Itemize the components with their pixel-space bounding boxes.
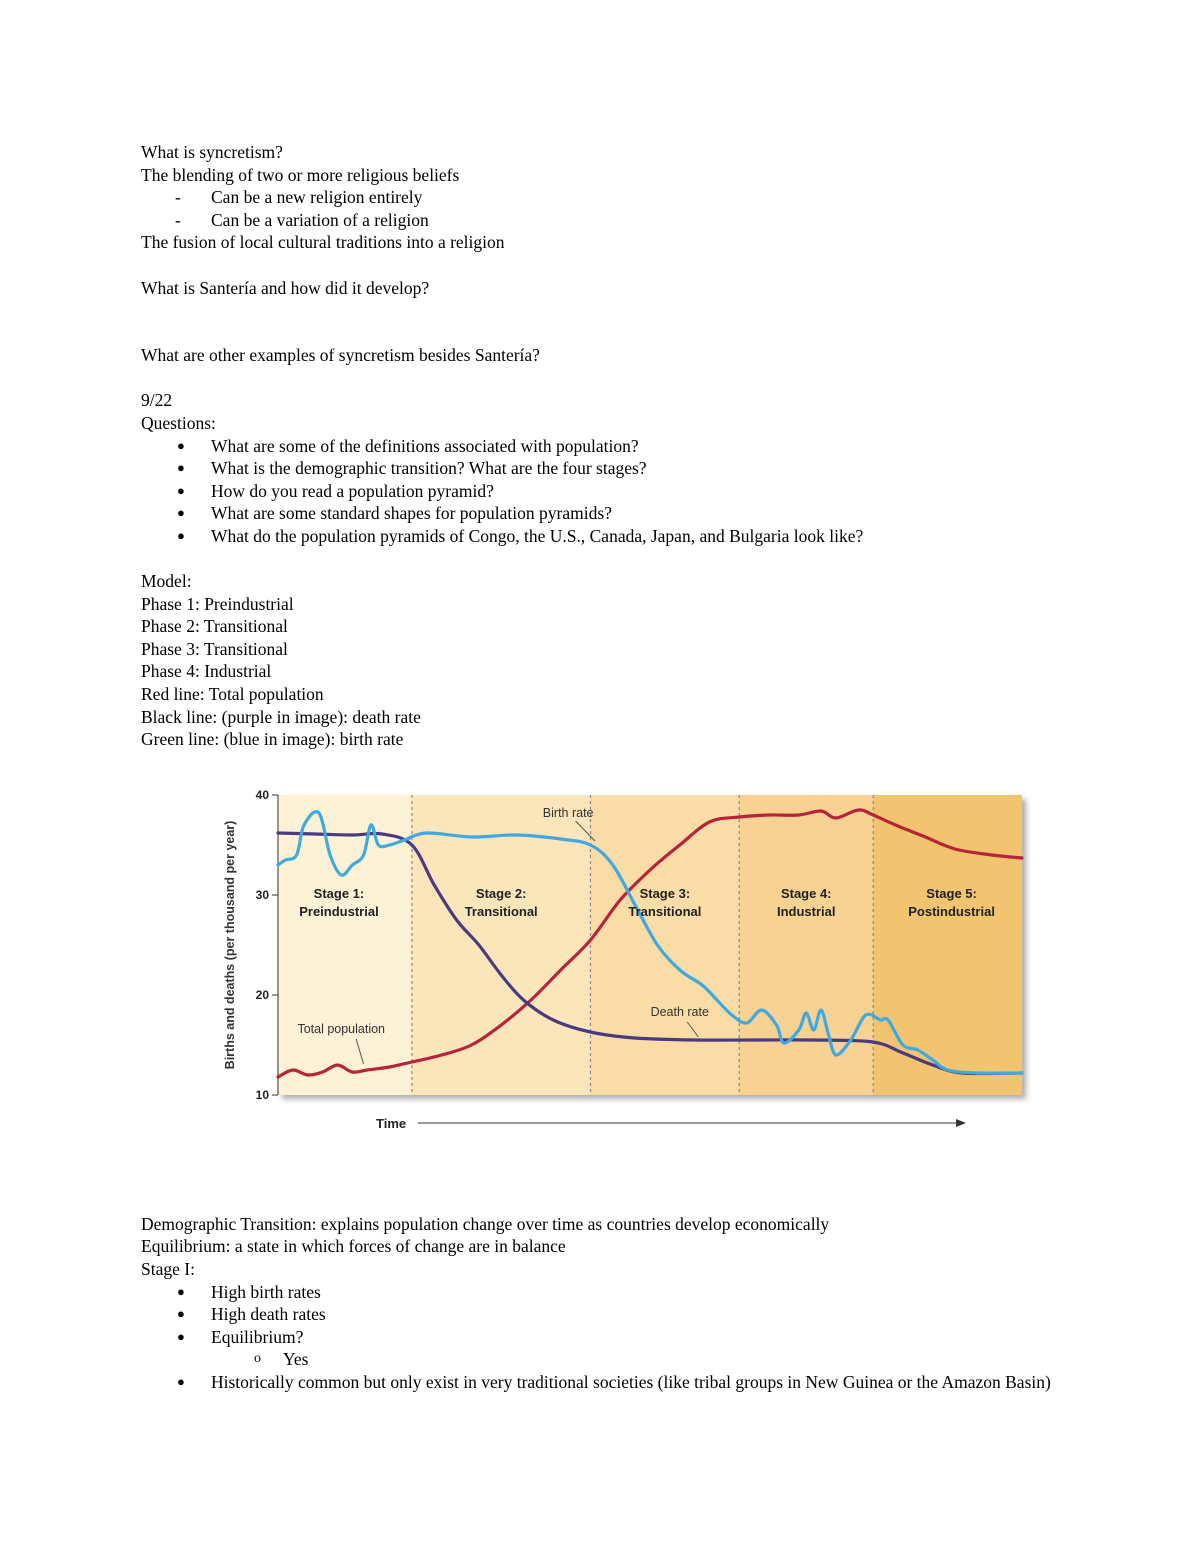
bullet-marker: ● bbox=[177, 437, 185, 453]
list-item: - Can be a new religion entirely bbox=[175, 187, 423, 208]
model-line: Phase 1: Preindustrial bbox=[141, 593, 294, 614]
birth-rate-label: Birth rate bbox=[542, 805, 594, 820]
list-item: - Can be a variation of a religion bbox=[175, 209, 429, 230]
stage-sublabel: Industrial bbox=[776, 903, 836, 919]
definition-syncretism: The blending of two or more religious beliefs bbox=[141, 164, 460, 185]
model-line: Phase 2: Transitional bbox=[141, 616, 288, 637]
model-line: Black line: (purple in image): death rate bbox=[141, 706, 421, 727]
death-rate-label: Death rate bbox=[650, 1004, 709, 1019]
dash-marker: - bbox=[175, 187, 181, 208]
y-tick-label: 40 bbox=[255, 787, 269, 802]
model-label: Model: bbox=[141, 571, 192, 592]
list-item: ● Equilibrium? bbox=[177, 1326, 304, 1347]
demographic-transition-chart bbox=[186, 767, 1046, 1137]
dash-marker: - bbox=[175, 209, 181, 230]
stage-one-list bbox=[141, 1281, 1061, 1394]
stage-band bbox=[590, 795, 739, 1095]
list-item: ● Historically common but only exist in very traditional societies (like tribal groups in New Guinea or the Amazon Basin) bbox=[177, 1372, 1051, 1392]
total-population-label: Total population bbox=[297, 1021, 386, 1036]
stage-sublabel: Transitional bbox=[628, 903, 702, 919]
list-item: ● What do the population pyramids of Congo, the U.S., Canada, Japan, and Bulgaria look like? bbox=[177, 525, 864, 546]
demographic-transition-definition: Demographic Transition: explains population change over time as countries develop economically bbox=[141, 1213, 830, 1234]
model-line: Green line: (blue in image): birth rate bbox=[141, 729, 404, 750]
stage-label: Stage 3: bbox=[639, 885, 691, 901]
definition-fusion: The fusion of local cultural traditions into a religion bbox=[141, 232, 505, 253]
equilibrium-definition: Equilibrium: a state in which forces of change are in balance bbox=[141, 1236, 566, 1257]
questions-label: Questions: bbox=[141, 412, 216, 433]
bullet-marker: ● bbox=[177, 482, 185, 498]
list-item: o Yes bbox=[254, 1349, 309, 1370]
question-santeria: What is Santería and how did it develop? bbox=[141, 277, 430, 298]
bullet-marker: ● bbox=[177, 1283, 185, 1299]
list-item: ● High birth rates bbox=[177, 1281, 321, 1302]
time-arrow-head bbox=[956, 1119, 966, 1127]
date-heading: 9/22 bbox=[141, 390, 173, 411]
stage-label: Stage 5: bbox=[926, 885, 977, 901]
question-syncretism: What is syncretism? bbox=[141, 142, 283, 162]
stage-band bbox=[739, 795, 873, 1095]
stage-label: Stage 1: bbox=[313, 885, 365, 901]
bullet-marker: ● bbox=[177, 1328, 185, 1344]
list-item: ● What are some standard shapes for population pyramids? bbox=[177, 503, 612, 524]
y-tick-label: 20 bbox=[255, 987, 269, 1002]
syncretism-dash-list bbox=[141, 186, 1061, 231]
y-axis-label: Births and deaths (per thousand per year) bbox=[223, 820, 237, 1070]
y-tick-label: 10 bbox=[255, 1087, 269, 1102]
stage-sublabel: Postindustrial bbox=[908, 903, 995, 919]
bullet-marker: ● bbox=[177, 1306, 185, 1322]
bullet-marker: ● bbox=[177, 527, 185, 543]
circle-marker: o bbox=[254, 1351, 261, 1367]
stage-sublabel: Transitional bbox=[464, 903, 538, 919]
list-item: ● What is the demographic transition? What are the four stages? bbox=[177, 458, 647, 479]
stage-one-label: Stage I: bbox=[141, 1259, 195, 1280]
stage-label: Stage 4: bbox=[780, 885, 832, 901]
document-body bbox=[141, 141, 1061, 1394]
bullet-marker: ● bbox=[177, 460, 185, 476]
stage-band bbox=[278, 795, 412, 1095]
model-line: Phase 3: Transitional bbox=[141, 638, 288, 659]
bullet-marker: ● bbox=[177, 1374, 185, 1389]
bullet-marker: ● bbox=[177, 505, 185, 521]
x-axis-label: Time bbox=[376, 1115, 407, 1131]
model-line: Red line: Total population bbox=[141, 684, 324, 705]
question-other-examples: What are other examples of syncretism besides Santería? bbox=[141, 345, 540, 366]
model-line: Phase 4: Industrial bbox=[141, 661, 272, 682]
chart-svg bbox=[186, 767, 1046, 1137]
stage-label: Stage 2: bbox=[475, 885, 527, 901]
y-tick-label: 30 bbox=[255, 887, 269, 902]
list-item: ● High death rates bbox=[177, 1304, 326, 1325]
questions-list bbox=[141, 435, 1061, 548]
list-item: ● How do you read a population pyramid? bbox=[177, 480, 494, 501]
list-item: ● What are some of the definitions associated with population? bbox=[177, 435, 639, 456]
stage-sublabel: Preindustrial bbox=[299, 903, 379, 919]
